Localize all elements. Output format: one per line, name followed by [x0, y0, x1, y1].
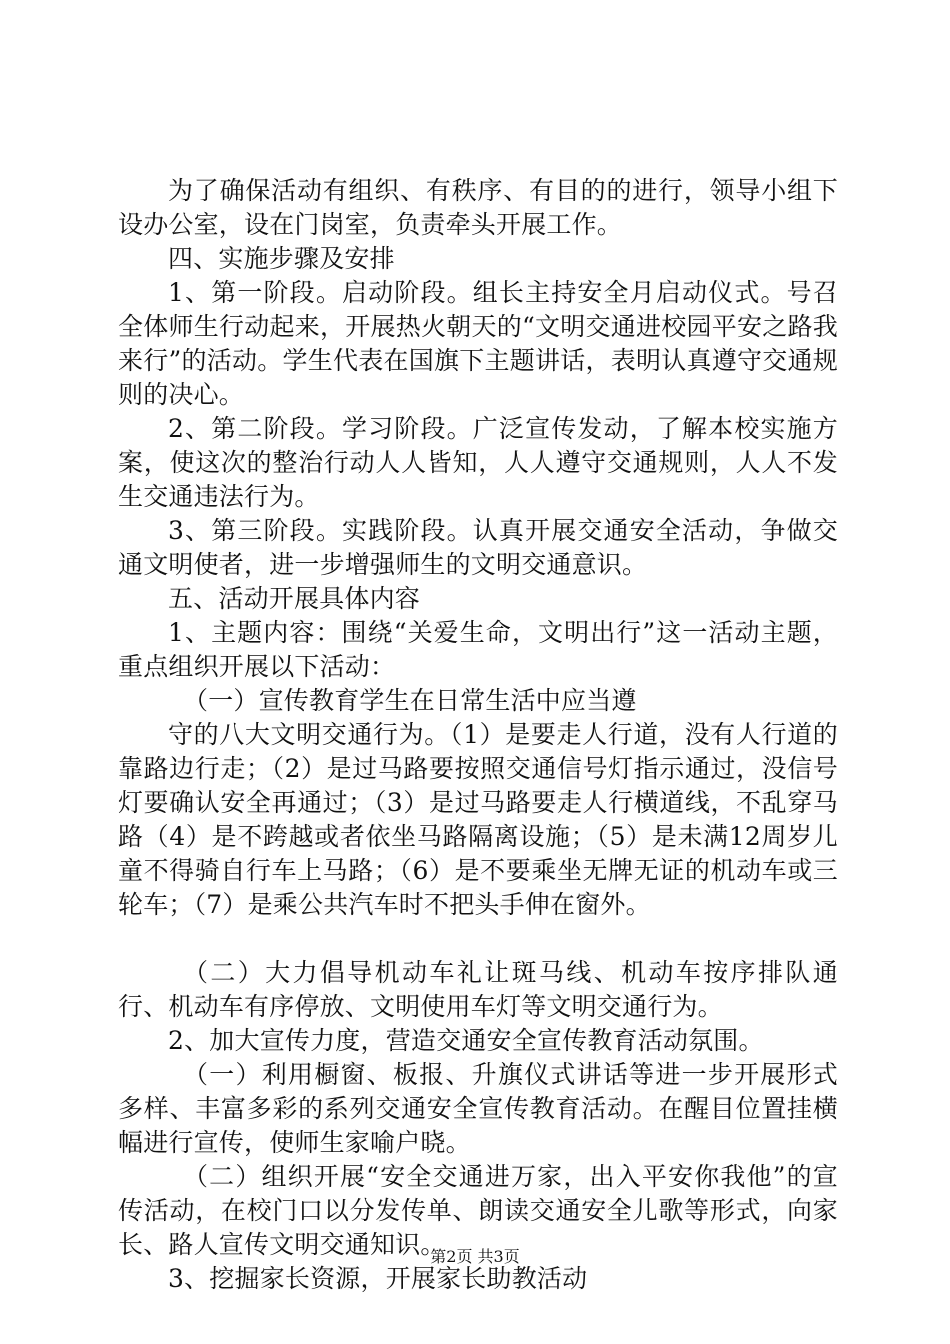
paragraph-stage-two: 2、第二阶段。学习阶段。广泛宣传发动，了解本校实施方案，使这次的整治行动人人皆知，人人遵守交通规则，人人不发生交通违法行为。 — [118, 414, 838, 511]
heading-activity-content: 五、活动开展具体内容 — [168, 584, 421, 613]
paragraph-stage-one: 1、第一阶段。启动阶段。组长主持安全月启动仪式。号召全体师生行动起来，开展热火朝天的“文明交通进校园平安之路我来行”的活动。学生代表在国旗下主题讲话，表明认真遵守交通规则的决心。 — [118, 278, 838, 409]
paragraph-stage-three: 3、第三阶段。实践阶段。认真开展交通安全活动，争做交通文明使者，进一步增强师生的文明交通意识。 — [118, 516, 838, 579]
paragraph-publicity-sub-one: （一）利用橱窗、板报、升旗仪式讲话等进一步开展形式多样、丰富多彩的系列交通安全宣传教育活动。在醒目位置挂横幅进行宣传，使师生家喻户晓。 — [118, 1060, 838, 1157]
paragraph-sub-two-vehicles: （二）大力倡导机动车礼让斑马线、机动车按序排队通行、机动车有序停放、文明使用车灯等文明交通行为。 — [118, 958, 838, 1021]
paragraph-office-setup: 为了确保活动有组织、有秩序、有目的的进行，领导小组下设办公室，设在门岗室，负责牵头开展工作。 — [118, 176, 838, 239]
paragraph-sub-one-start: （一）宣传教育学生在日常生活中应当遵 — [183, 686, 637, 715]
blank-line — [118, 922, 838, 956]
paragraph-publicity-sub-two: （二）组织开展“安全交通进万家，出入平安你我他”的宣传活动，在校门口以分发传单、朗读交通安全儿歌等形式，向家长、路人宣传文明交通知识。 — [118, 1162, 838, 1259]
paragraph-publicity: 2、加大宣传力度，营造交通安全宣传教育活动氛围。 — [168, 1026, 764, 1055]
heading-implementation-steps: 四、实施步骤及安排 — [168, 244, 395, 273]
paragraph-parent-resources: 3、挖掘家长资源，开展家长助教活动 — [168, 1264, 588, 1293]
document-body — [118, 174, 838, 1296]
page-number-footer: 第2页 共3页 — [430, 1247, 520, 1266]
paragraph-theme-content: 1、主题内容：围绕“关爱生命，文明出行”这一活动主题，重点组织开展以下活动： — [118, 618, 838, 681]
paragraph-eight-behaviors: 守的八大文明交通行为。（1）是要走人行道，没有人行道的靠路边行走；（2）是过马路要按照交通信号灯指示通过，没信号灯要确认安全再通过；（3）是过马路要走人行横道线，不乱穿马路（4）是不跨越或者依坐马路隔离设施；（5）是未满12周岁儿童不得骑自行车上马路；（6）是不要乘坐无牌无证的机动车或三轮车；（7）是乘公共汽车时不把头手伸在窗外。 — [118, 720, 838, 919]
